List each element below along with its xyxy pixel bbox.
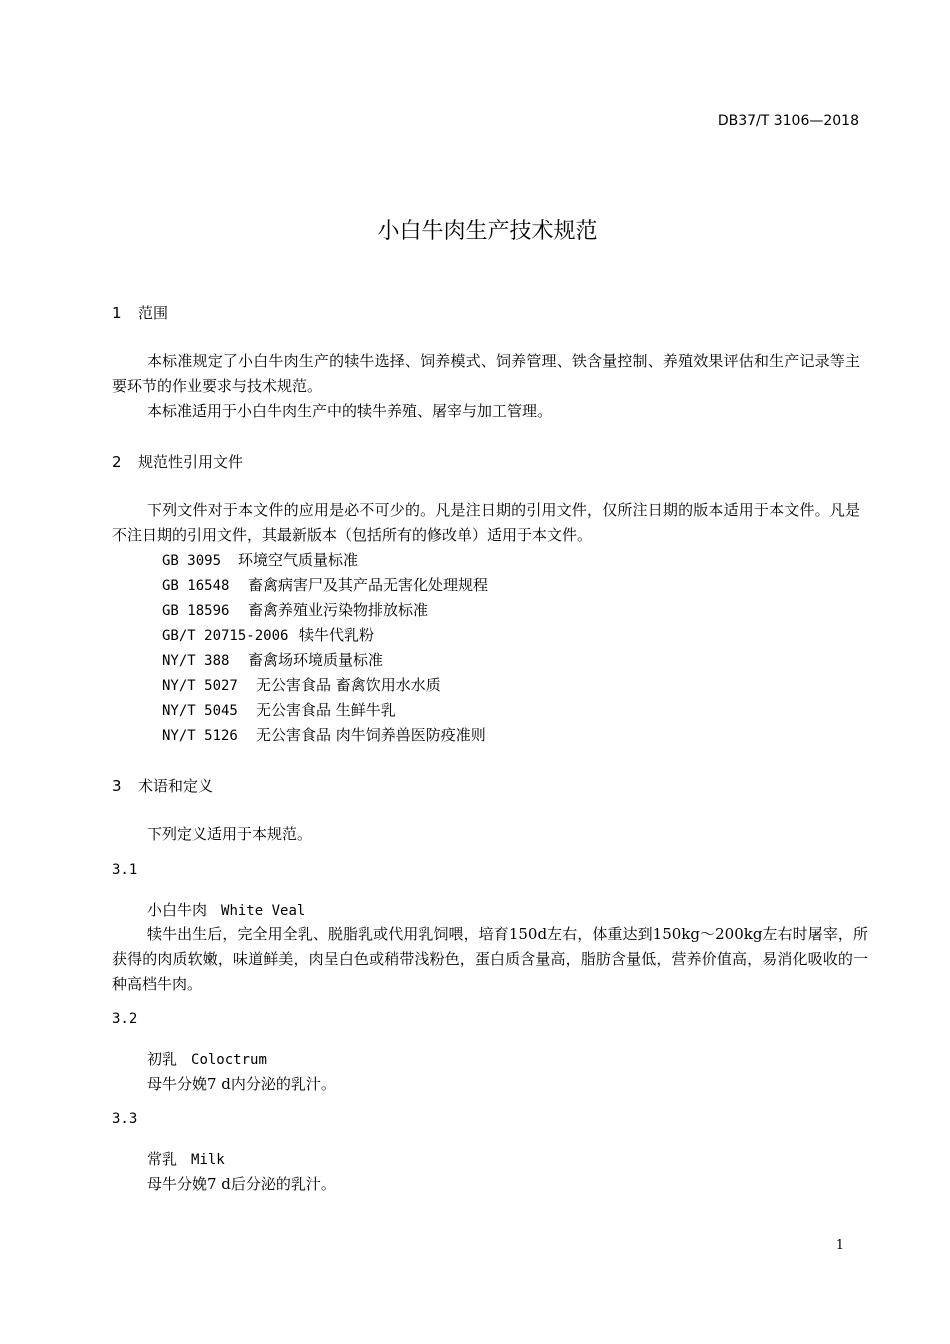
term-cn: 常乳 bbox=[147, 1150, 178, 1168]
term-heading bbox=[147, 899, 305, 920]
reference-code: NY/T 5027 bbox=[162, 678, 238, 694]
document-title: 小白牛肉生产技术规范 bbox=[377, 219, 598, 244]
reference-item bbox=[162, 549, 358, 570]
term-cn: 小白牛肉 bbox=[147, 901, 208, 919]
section-number: 3 bbox=[112, 777, 122, 795]
term-en: Milk bbox=[191, 1152, 225, 1168]
reference-name: 无公害食品 畜禽饮用水水质 bbox=[256, 676, 441, 694]
term-heading bbox=[147, 1148, 225, 1169]
reference-name: 无公害食品 肉牛饲养兽医防疫准则 bbox=[256, 726, 486, 744]
reference-name: 畜禽养殖业污染物排放标准 bbox=[248, 601, 429, 619]
term-heading bbox=[147, 1048, 267, 1069]
reference-item bbox=[162, 599, 428, 620]
reference-code: GB 3095 bbox=[162, 553, 222, 569]
reference-name: 畜禽病害尸及其产品无害化处理规程 bbox=[248, 576, 489, 594]
reference-name: 犊牛代乳粉 bbox=[299, 626, 375, 644]
reference-item bbox=[162, 649, 383, 670]
term-definition: 母牛分娩7 d内分泌的乳汁。 bbox=[147, 1075, 336, 1093]
scope-paragraph-1: 本标准规定了小白牛肉生产的犊牛选择、饲养模式、饲养管理、铁含量控制、养殖效果评估和生产记录等主要环节的作业要求与技术规范。 bbox=[112, 352, 860, 395]
subclause-number: 3.1 bbox=[112, 862, 138, 878]
section-heading-scope bbox=[112, 302, 168, 323]
term-definition: 犊牛出生后，完全用全乳、脱脂乳或代用乳饲喂，培育150d左右，体重达到150kg～200kg左右时屠宰，所获得的肉质软嫩，味道鲜美，肉呈白色或稍带浅粉色，蛋白质含量高，脂肪含量低，营养价值高，易消化吸收的一种高档牛肉。 bbox=[112, 925, 868, 993]
reference-name: 畜禽场环境质量标准 bbox=[248, 651, 384, 669]
reference-item bbox=[162, 724, 486, 745]
terms-intro-paragraph: 下列定义适用于本规范。 bbox=[147, 825, 313, 843]
reference-code: NY/T 5126 bbox=[162, 728, 238, 744]
reference-name: 无公害食品 生鲜牛乳 bbox=[256, 701, 396, 719]
section-heading-normative-references bbox=[112, 451, 243, 472]
term-en: Coloctrum bbox=[191, 1052, 267, 1068]
reference-item bbox=[162, 624, 374, 645]
reference-code: GB/T 20715-2006 bbox=[162, 628, 289, 644]
reference-item bbox=[162, 674, 441, 695]
term-en: White Veal bbox=[221, 903, 306, 919]
reference-name: 环境空气质量标准 bbox=[238, 551, 359, 569]
scope-paragraph-2: 本标准适用于小白牛肉生产中的犊牛养殖、屠宰与加工管理。 bbox=[147, 402, 553, 420]
reference-code: NY/T 5045 bbox=[162, 703, 238, 719]
reference-item bbox=[162, 699, 396, 720]
page-number: 1 bbox=[835, 1238, 844, 1253]
section-title: 范围 bbox=[138, 304, 169, 322]
term-cn: 初乳 bbox=[147, 1050, 178, 1068]
section-number: 2 bbox=[112, 453, 122, 471]
reference-code: GB 16548 bbox=[162, 578, 230, 594]
section-number: 1 bbox=[112, 304, 122, 322]
reference-code: NY/T 388 bbox=[162, 653, 230, 669]
standard-code: DB37/T 3106—2018 bbox=[717, 113, 859, 129]
subclause-number: 3.2 bbox=[112, 1011, 138, 1027]
section-title: 术语和定义 bbox=[138, 777, 214, 795]
section-title: 规范性引用文件 bbox=[138, 453, 244, 471]
reference-item bbox=[162, 574, 488, 595]
reference-code: GB 18596 bbox=[162, 603, 230, 619]
section-heading-terms bbox=[112, 775, 213, 796]
term-definition: 母牛分娩7 d后分泌的乳汁。 bbox=[147, 1175, 336, 1193]
subclause-number: 3.3 bbox=[112, 1111, 138, 1127]
references-intro-paragraph: 下列文件对于本文件的应用是必不可少的。凡是注日期的引用文件，仅所注日期的版本适用于本文件。凡是不注日期的引用文件，其最新版本（包括所有的修改单）适用于本文件。 bbox=[112, 501, 860, 544]
